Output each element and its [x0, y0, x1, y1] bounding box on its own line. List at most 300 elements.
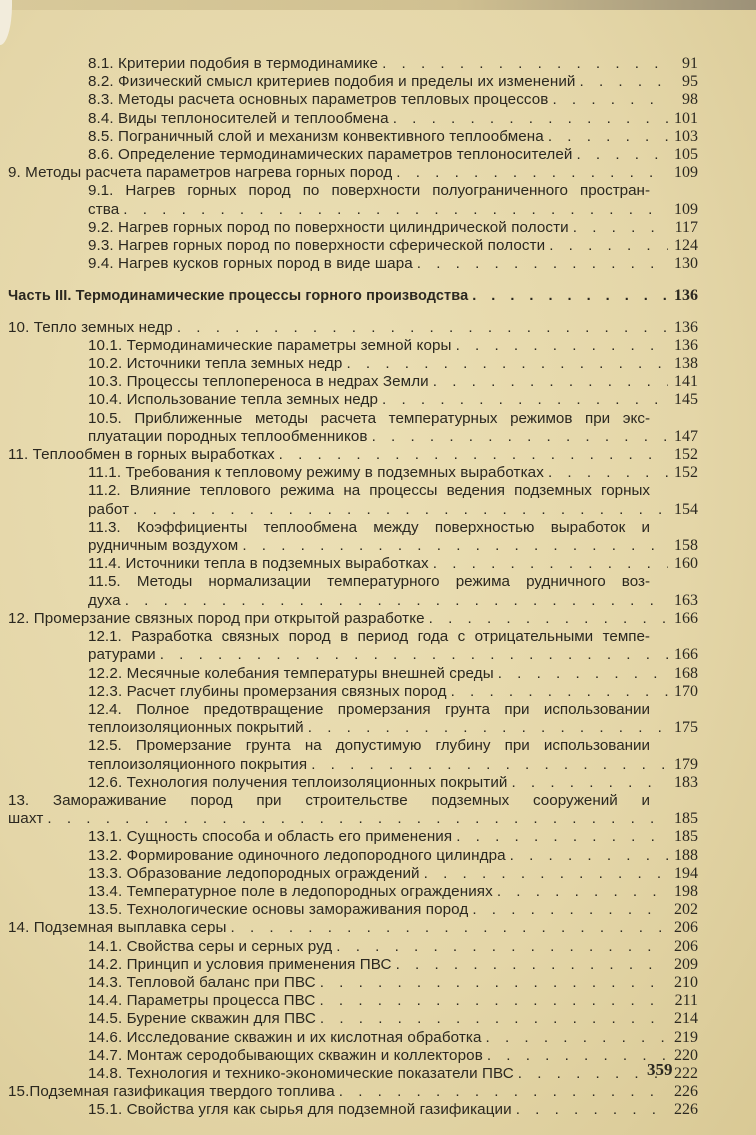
toc-entry-row	[88, 592, 698, 610]
toc-entry[interactable]	[8, 355, 698, 373]
toc-entry-title: ства	[88, 200, 120, 218]
toc-entry[interactable]	[8, 446, 698, 464]
toc-entry-title: 14.5. Бурение скважин для ПВС	[88, 1010, 316, 1028]
toc-entry-row	[8, 810, 698, 828]
leader-dots	[335, 1083, 668, 1101]
toc-entry-row	[88, 1047, 698, 1065]
leader-dots	[447, 683, 668, 701]
toc-entry-title-line: 13. Замораживание пород при строительстве подземных сооружений и	[8, 791, 650, 809]
toc-section-after-part	[8, 319, 698, 1120]
toc-entry-title: 10. Тепло земных недр	[8, 318, 173, 336]
toc-entry-title-wrap	[88, 128, 668, 146]
toc-entry-row	[88, 91, 698, 109]
toc-entry-title: 10.2. Источники тепла земных недр	[88, 355, 343, 373]
toc-entry[interactable]	[8, 337, 698, 355]
toc-entry-title: теплоизоляционных покрытий	[88, 719, 304, 737]
toc-entry-title: 9.2. Нагрев горных пород по поверхности цилиндрической полости	[88, 218, 569, 236]
leader-dots	[275, 446, 668, 464]
toc-entry-row	[88, 901, 698, 919]
toc-entry-row	[88, 501, 698, 519]
toc-entry-row	[88, 373, 698, 391]
leader-dots	[507, 774, 668, 792]
toc-entry-page-number: 124	[674, 237, 698, 255]
toc-entry-title-wrap	[88, 255, 668, 273]
toc-entry[interactable]	[8, 774, 698, 792]
toc-entry[interactable]	[8, 410, 698, 446]
toc-entry-row	[88, 865, 698, 883]
toc-entry[interactable]	[8, 1083, 698, 1101]
toc-entry-title-wrap	[88, 355, 668, 373]
toc-entry[interactable]	[8, 319, 698, 337]
leader-dots	[493, 883, 668, 901]
leader-dots	[506, 847, 668, 865]
leader-dots	[452, 828, 668, 846]
toc-entry-title-wrap	[88, 428, 668, 446]
leader-dots	[429, 555, 668, 573]
toc-entry-page-number: 219	[674, 1028, 698, 1046]
toc-entry-title: 12.2. Месячные колебания температуры внешней среды	[88, 664, 494, 682]
toc-entry-title: шахт	[8, 810, 44, 828]
leader-dots	[468, 287, 668, 305]
toc-entry-row	[88, 646, 698, 664]
toc-entry[interactable]	[8, 865, 698, 883]
toc-entry-title: 14.3. Тепловой баланс при ПВС	[88, 973, 316, 991]
toc-entry-title: 13.2. Формирование одиночного ледопородного цилиндра	[88, 846, 506, 864]
toc-entry-row	[88, 337, 698, 355]
toc-entry-title-wrap	[88, 774, 668, 792]
leader-dots	[316, 974, 668, 992]
toc-entry-title: 14.2. Принцип и условия применения ПВС	[88, 955, 392, 973]
toc-entry-title-wrap	[8, 610, 668, 628]
toc-entry-title: 8.5. Пограничный слой и механизм конвективного теплообмена	[88, 127, 544, 145]
leader-dots	[227, 919, 668, 937]
toc-entry[interactable]	[8, 701, 698, 737]
toc-entry-row	[88, 428, 698, 446]
toc-entry-title-line: 11.5. Методы нормализации температурного режима рудничного воз-	[88, 573, 650, 591]
toc-entry-row	[8, 446, 698, 464]
toc-entry[interactable]	[8, 519, 698, 555]
part-title: Часть III. Термодинамические процессы горного производства	[8, 288, 469, 305]
toc-entry-row	[88, 55, 698, 73]
toc-entry[interactable]	[8, 938, 698, 956]
toc-entry-title-wrap	[88, 91, 668, 109]
leader-dots	[512, 1101, 668, 1119]
toc-entry[interactable]	[8, 555, 698, 573]
toc-entry[interactable]	[8, 1029, 698, 1047]
toc-entry-title: 15.Подземная газификация твердого топлива	[8, 1083, 335, 1101]
toc-entry-title: 11.4. Источники тепла в подземных выработках	[88, 555, 429, 573]
toc-entry-title: плуатации породных теплообменников	[88, 427, 368, 445]
toc-entry-title: 12.3. Расчет глубины промерзания связных пород	[88, 682, 447, 700]
toc-entry-page-number: 185	[674, 810, 698, 828]
toc-entry-title-wrap	[8, 810, 668, 828]
leader-dots	[420, 865, 668, 883]
toc-entry[interactable]	[8, 237, 698, 255]
toc-entry-title: 14.1. Свойства серы и серных руд	[88, 937, 333, 955]
toc-entry-title-wrap	[88, 110, 668, 128]
leader-dots	[307, 756, 668, 774]
leader-dots	[304, 719, 668, 737]
toc-entry[interactable]	[8, 219, 698, 237]
toc-entry[interactable]	[8, 1101, 698, 1119]
leader-dots	[43, 810, 668, 828]
toc-entry-title-wrap	[88, 219, 668, 237]
toc-entry[interactable]	[8, 128, 698, 146]
toc-entry-row	[88, 756, 698, 774]
toc-entry[interactable]	[8, 883, 698, 901]
toc-entry[interactable]	[8, 1065, 698, 1083]
toc-entry-page-number: 95	[682, 73, 698, 91]
toc-entry-row	[88, 774, 698, 792]
toc-entry-title-line: 9.1. Нагрев горных пород по поверхности полуограниченного простран-	[88, 182, 650, 200]
toc-entry-title: 15.1. Свойства угля как сырья для подземной газификации	[88, 1101, 512, 1119]
toc-entry-page-number: 175	[674, 719, 698, 737]
toc-entry-title: 11.1. Требования к тепловому режиму в подземных выработках	[88, 464, 544, 482]
toc-entry-title-wrap	[88, 847, 668, 865]
toc-entry[interactable]	[8, 73, 698, 91]
toc-entry-row	[88, 719, 698, 737]
toc-entry-page-number: 145	[674, 391, 698, 409]
toc-entry-title-wrap	[88, 237, 668, 255]
toc-entry-title-wrap	[88, 337, 668, 355]
toc-entry-title-wrap	[88, 1101, 668, 1119]
part-page-number: 136	[674, 287, 698, 305]
leader-dots	[483, 1047, 668, 1065]
toc-entry-title-wrap	[8, 919, 668, 937]
toc-entry-row	[88, 555, 698, 573]
toc-entry-title-wrap	[88, 1047, 668, 1065]
toc-section-before-part	[8, 55, 698, 273]
toc-entry-page-number: 183	[674, 773, 698, 791]
toc-entry-title-wrap	[88, 901, 668, 919]
toc-entry-page-number: 222	[674, 1064, 698, 1082]
toc-entry-title: 8.4. Виды теплоносителей и теплообмена	[88, 109, 389, 127]
page-top-stain	[0, 0, 756, 10]
toc-entry-title-wrap	[88, 683, 668, 701]
toc-entry-page-number: 103	[674, 127, 698, 145]
toc-entry-page-number: 98	[682, 91, 698, 109]
toc-entry-row	[88, 219, 698, 237]
toc-entry-title-wrap	[8, 164, 668, 182]
toc-entry-page-number: 194	[674, 864, 698, 882]
toc-entry-row	[88, 1101, 698, 1119]
toc-entry-title: 13.1. Сущность способа и область его применения	[88, 828, 453, 846]
toc-entry-title-wrap	[88, 146, 668, 164]
leader-dots	[576, 73, 669, 91]
toc-entry-title-wrap	[88, 938, 668, 956]
leader-dots	[121, 592, 668, 610]
toc-entry-row	[88, 956, 698, 974]
leader-dots	[368, 428, 668, 446]
leader-dots	[514, 1065, 668, 1083]
toc-entry-title-wrap	[88, 646, 668, 664]
leader-dots	[494, 665, 668, 683]
toc-entry-row	[88, 1010, 698, 1028]
toc-entry-row	[8, 1083, 698, 1101]
toc-entry-title: 9.4. Нагрев кусков горных пород в виде шара	[88, 255, 413, 273]
toc-entry-row	[88, 201, 698, 219]
toc-entry-page-number: 109	[674, 164, 698, 182]
leader-dots	[429, 373, 668, 391]
toc-entry-page-number: 168	[674, 664, 698, 682]
toc-entry-row	[88, 828, 698, 846]
leader-dots	[544, 464, 668, 482]
toc-entry[interactable]	[8, 373, 698, 391]
toc-entry-page-number: 136	[674, 336, 698, 354]
toc-entry-title-wrap	[88, 201, 668, 219]
leader-dots	[548, 91, 668, 109]
leader-dots	[482, 1029, 668, 1047]
toc-entry-page-number: 206	[674, 919, 698, 937]
toc-entry-title-wrap	[88, 373, 668, 391]
toc-entry-row	[88, 847, 698, 865]
toc-entry-title: 8.3. Методы расчета основных параметров тепловых процессов	[88, 91, 549, 109]
toc-entry-title-wrap	[88, 537, 668, 555]
leader-dots	[238, 537, 668, 555]
toc-entry-title: 11. Теплообмен в горных выработках	[8, 446, 275, 464]
toc-entry-row	[8, 164, 698, 182]
toc-entry-row	[88, 255, 698, 273]
toc-entry-title: ратурами	[88, 646, 156, 664]
toc-entry-page-number: 136	[674, 318, 698, 336]
toc-entry-row	[8, 319, 698, 337]
toc-entry-row	[88, 146, 698, 164]
table-of-contents	[8, 55, 698, 1120]
leader-dots	[468, 901, 668, 919]
leader-dots	[392, 956, 668, 974]
toc-entry-page-number: 160	[674, 555, 698, 573]
toc-entry-page-number: 210	[674, 973, 698, 991]
toc-entry-title-wrap	[88, 1010, 668, 1028]
toc-entry-title: 13.3. Образование ледопородных ограждений	[88, 864, 420, 882]
toc-entry-page-number: 226	[674, 1083, 698, 1101]
toc-entry[interactable]	[8, 828, 698, 846]
toc-entry-title-wrap	[88, 592, 668, 610]
toc-entry-title: 13.4. Температурное поле в ледопородных ограждениях	[88, 882, 493, 900]
toc-entry-page-number: 138	[674, 355, 698, 373]
toc-entry-title: 14.6. Исследование скважин и их кислотная обработка	[88, 1028, 482, 1046]
toc-entry-page-number: 198	[674, 882, 698, 900]
toc-entry[interactable]	[8, 665, 698, 683]
toc-entry-title-wrap	[8, 319, 668, 337]
toc-entry[interactable]	[8, 55, 698, 73]
toc-entry-title: 14. Подземная выплавка серы	[8, 919, 227, 937]
toc-entry[interactable]	[8, 792, 698, 828]
toc-entry-title-wrap	[88, 828, 668, 846]
toc-entry-title-wrap	[88, 55, 668, 73]
toc-entry-title-wrap	[8, 1083, 668, 1101]
toc-entry-page-number: 211	[674, 992, 698, 1010]
toc-entry-page-number: 202	[674, 901, 698, 919]
leader-dots	[545, 237, 668, 255]
toc-entry-page-number: 152	[674, 446, 698, 464]
leader-dots	[129, 501, 668, 519]
toc-entry-row	[88, 237, 698, 255]
toc-entry-title: 12. Промерзание связных пород при открытой разработке	[8, 609, 425, 627]
toc-entry[interactable]	[8, 464, 698, 482]
toc-entry[interactable]	[8, 91, 698, 109]
toc-entry-row	[88, 938, 698, 956]
toc-entry-row	[88, 110, 698, 128]
toc-entry-page-number: 185	[674, 828, 698, 846]
toc-entry-title: 14.7. Монтаж серодобывающих скважин и коллекторов	[88, 1046, 483, 1064]
toc-entry-title-wrap	[88, 555, 668, 573]
toc-entry[interactable]	[8, 164, 698, 182]
toc-entry[interactable]	[8, 110, 698, 128]
toc-entry[interactable]	[8, 391, 698, 409]
toc-entry-title-wrap	[88, 1065, 668, 1083]
toc-entry-page-number: 179	[674, 755, 698, 773]
toc-entry-page-number: 214	[674, 1010, 698, 1028]
toc-entry-row	[88, 992, 698, 1010]
page-number: 359	[647, 1060, 673, 1079]
toc-entry[interactable]	[8, 737, 698, 773]
toc-entry-row	[88, 73, 698, 91]
leader-dots	[378, 391, 668, 409]
toc-entry[interactable]	[8, 255, 698, 273]
leader-dots	[392, 164, 668, 182]
toc-entry-page-number: 166	[674, 646, 698, 664]
leader-dots	[413, 255, 668, 273]
toc-entry-page-number: 152	[674, 464, 698, 482]
toc-entry-row	[88, 464, 698, 482]
toc-entry[interactable]	[8, 182, 698, 218]
toc-entry[interactable]	[8, 847, 698, 865]
toc-entry[interactable]	[8, 901, 698, 919]
toc-entry[interactable]	[8, 974, 698, 992]
leader-dots	[425, 610, 668, 628]
toc-entry[interactable]	[8, 573, 698, 609]
toc-entry-page-number: 141	[674, 373, 698, 391]
toc-entry[interactable]	[8, 628, 698, 664]
toc-entry-title-line: 12.5. Промерзание грунта на допустимую глубину при использовании	[88, 737, 650, 755]
toc-entry-title-wrap	[88, 391, 668, 409]
toc-entry-page-number: 220	[674, 1046, 698, 1064]
toc-entry-page-number: 130	[674, 255, 698, 273]
toc-entry-title-line: 11.2. Влияние теплового режима на процессы ведения подземных горных	[88, 482, 650, 500]
toc-entry-page-number: 166	[674, 609, 698, 627]
toc-entry-page-number: 109	[674, 200, 698, 218]
toc-entry-title-line: 12.1. Разработка связных пород в период года с отрицательными темпе-	[88, 628, 650, 646]
toc-entry-row	[88, 537, 698, 555]
toc-entry-page-number: 91	[682, 55, 698, 72]
toc-entry-title-wrap	[88, 464, 668, 482]
toc-entry[interactable]	[8, 919, 698, 937]
toc-entry[interactable]	[8, 146, 698, 164]
toc-entry-page-number: 101	[674, 109, 698, 127]
toc-entry-page-number: 105	[674, 146, 698, 164]
toc-entry-page-number: 209	[674, 955, 698, 973]
toc-entry-title: рудничным воздухом	[88, 537, 239, 555]
toc-entry[interactable]	[8, 992, 698, 1010]
toc-entry-row	[8, 610, 698, 628]
toc-entry-row	[88, 1065, 698, 1083]
toc-entry-title: 10.4. Использование тепла земных недр	[88, 391, 379, 409]
toc-entry-page-number: 117	[674, 218, 698, 236]
toc-entry-title-wrap	[88, 956, 668, 974]
toc-entry[interactable]	[8, 610, 698, 628]
toc-entry-title-wrap	[88, 883, 668, 901]
toc-entry-title: 9. Методы расчета параметров нагрева горных пород	[8, 164, 393, 182]
toc-entry-title: 10.3. Процессы теплопереноса в недрах Земли	[88, 373, 429, 391]
toc-entry[interactable]	[8, 683, 698, 701]
toc-entry-page-number: 154	[674, 500, 698, 518]
toc-entry-row	[88, 355, 698, 373]
toc-entry-title: 14.4. Параметры процесса ПВС	[88, 992, 316, 1010]
toc-entry-title: 8.1. Критерии подобия в термодинамике	[88, 55, 379, 72]
leader-dots	[342, 355, 668, 373]
toc-entry[interactable]	[8, 956, 698, 974]
toc-entry-title: 10.1. Термодинамические параметры земной коры	[88, 336, 452, 354]
leader-dots	[378, 55, 668, 73]
toc-entry[interactable]	[8, 1010, 698, 1028]
toc-entry-page-number: 188	[674, 846, 698, 864]
toc-entry-title-wrap	[88, 974, 668, 992]
leader-dots	[544, 128, 668, 146]
toc-entry-title-line: 10.5. Приближенные методы расчета температурных режимов при экс-	[88, 409, 650, 427]
toc-entry-title-wrap	[88, 756, 668, 774]
toc-entry-row	[88, 683, 698, 701]
toc-entry-title: теплоизоляционного покрытия	[88, 755, 308, 773]
toc-entry-title: 14.8. Технология и технико-экономические показатели ПВС	[88, 1064, 514, 1082]
leader-dots	[389, 110, 668, 128]
leader-dots	[173, 319, 668, 337]
toc-entry-page-number: 163	[674, 591, 698, 609]
toc-entry-title-wrap	[8, 446, 668, 464]
leader-dots	[572, 146, 668, 164]
toc-entry-page-number: 226	[674, 1101, 698, 1119]
leader-dots	[119, 201, 668, 219]
toc-entry-row	[88, 391, 698, 409]
toc-entry-title-wrap	[88, 501, 668, 519]
toc-entry-row	[88, 1029, 698, 1047]
toc-entry-title: 9.3. Нагрев горных пород по поверхности сферической полости	[88, 237, 546, 255]
toc-entry-title-wrap	[88, 73, 668, 91]
toc-entry-title: 12.6. Технология получения теплоизоляционных покрытий	[88, 773, 508, 791]
toc-entry-page-number: 147	[674, 427, 698, 445]
toc-part-heading[interactable]	[8, 287, 698, 305]
toc-entry-title-wrap	[88, 665, 668, 683]
toc-entry-title-wrap	[88, 865, 668, 883]
page-torn-corner	[0, 0, 12, 45]
toc-entry-title-line: 11.3. Коэффициенты теплообмена между поверхностью выработок и	[88, 518, 650, 536]
toc-entry-title-wrap	[88, 719, 668, 737]
leader-dots	[315, 992, 668, 1010]
toc-entry-title: 8.6. Определение термодинамических параметров теплоносителей	[88, 146, 573, 164]
toc-entry-page-number: 170	[674, 682, 698, 700]
toc-entry-page-number: 206	[674, 937, 698, 955]
leader-dots	[332, 938, 668, 956]
toc-entry[interactable]	[8, 1047, 698, 1065]
toc-entry-title-wrap	[88, 1029, 668, 1047]
toc-entry-title-line: 12.4. Полное предотвращение промерзания грунта при использовании	[88, 700, 650, 718]
leader-dots	[156, 646, 668, 664]
leader-dots	[569, 219, 668, 237]
toc-entry-title-wrap	[88, 992, 668, 1010]
toc-entry-row	[88, 665, 698, 683]
toc-entry-row	[88, 128, 698, 146]
toc-entry-title: 13.5. Технологические основы замораживания пород	[88, 901, 469, 919]
toc-entry-row	[8, 919, 698, 937]
leader-dots	[316, 1010, 668, 1028]
toc-entry-row	[88, 883, 698, 901]
toc-entry-title: работ	[88, 500, 130, 518]
leader-dots	[452, 337, 668, 355]
toc-entry-page-number: 158	[674, 537, 698, 555]
toc-entry[interactable]	[8, 482, 698, 518]
toc-entry-row	[88, 974, 698, 992]
toc-entry-title: 8.2. Физический смысл критериев подобия и пределы их изменений	[88, 73, 576, 91]
